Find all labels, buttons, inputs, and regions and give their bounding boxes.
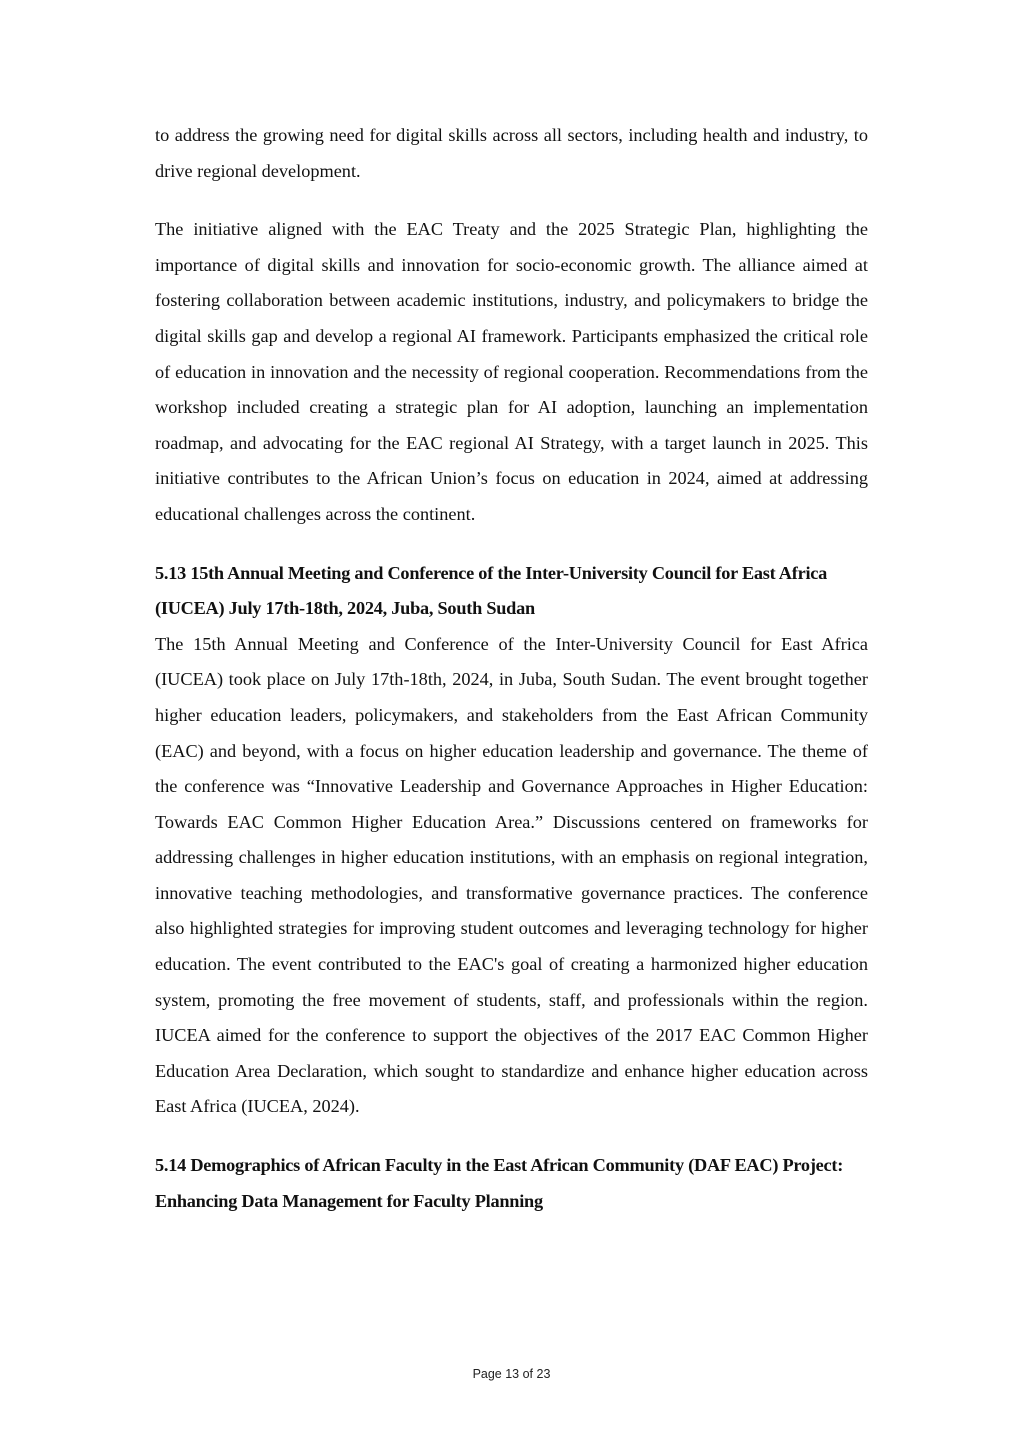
- paragraph-initiative: The initiative aligned with the EAC Treaty and the 2025 Strategic Plan, highlighting the importance of digital skills and innovation for socio-economic growth. The alliance aimed at fostering collaboration between academic institutions, industry, and policymakers to bridge the digital skills gap and develop a regional AI framework. Participants emphasized the critical role of education in innovation and the necessity of regional cooperation. Recommendations from the workshop included creating a strategic plan for AI adoption, launching an implementation roadmap, and advocating for the EAC regional AI Strategy, with a target launch in 2025. This initiative contributes to the African Union’s focus on education in 2024, aimed at addressing educational challenges across the continent.: [155, 219, 868, 524]
- paragraph-iucea-meeting: The 15th Annual Meeting and Conference of the Inter-University Council for East Africa (IUCEA) took place on July 17th-18th, 2024, in Juba, South Sudan. The event brought together higher education leaders, policymakers, and stakeholders from the East African Community (EAC) and beyond, with a focus on higher education leadership and governance. The theme of the conference was “Innovative Leadership and Governance Approaches in Higher Education: Towards EAC Common Higher Education Area.” Discussions centered on frameworks for addressing challenges in higher education institutions, with an emphasis on regional integration, innovative teaching methodologies, and transformative governance practices. The conference also highlighted strategies for improving student outcomes and leveraging technology for higher education. The event contributed to the EAC's goal of creating a harmonized higher education system, promoting the free movement of students, staff, and professionals within the region. IUCEA aimed for the conference to support the objectives of the 2017 EAC Common Higher Education Area Declaration, which sought to standardize and enhance higher education across East Africa (IUCEA, 2024).: [155, 633, 868, 1117]
- paragraph-intro-continuation: to address the growing need for digital skills across all sectors, including health and industry, to drive regional development.: [155, 125, 868, 181]
- section-heading-5-13: 5.13 15th Annual Meeting and Conference of the Inter-University Council for East Africa (IUCEA) July 17th-18th, 2024, Juba, South Sudan: [155, 562, 828, 619]
- page-number-footer: Page 13 of 23: [472, 1367, 551, 1381]
- section-heading-5-14: 5.14 Demographics of African Faculty in the East African Community (DAF EAC) Project: Enhancing Data Management for Faculty Planning: [155, 1155, 844, 1211]
- document-body: [155, 118, 868, 1219]
